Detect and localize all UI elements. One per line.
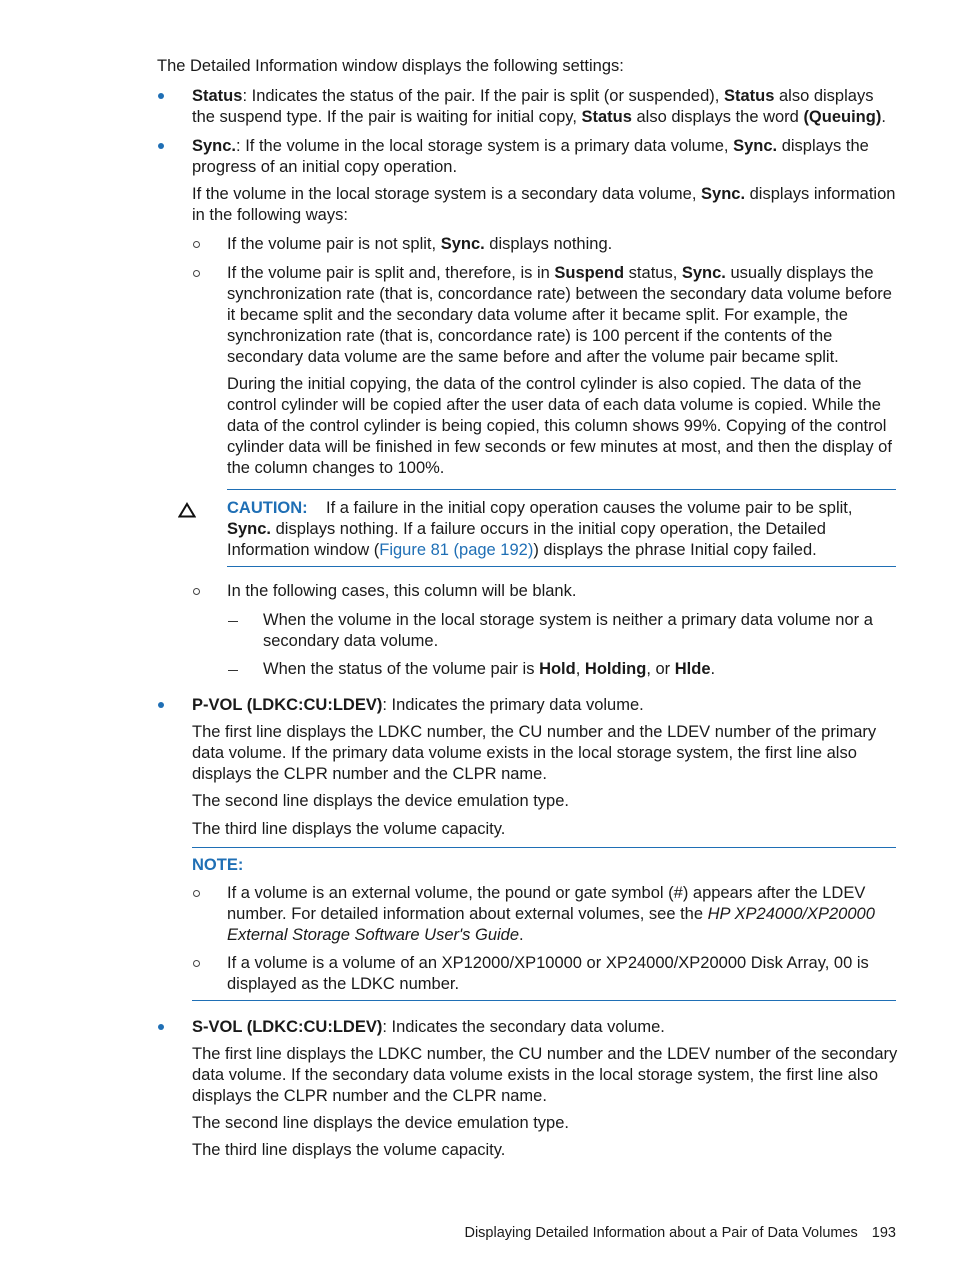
pvol-paragraph-4: The third line displays the volume capacity. <box>192 820 506 838</box>
caution-note: CAUTION: If a failure in the initial copy operation causes the volume pair to be split, Sync. displays nothing. If a failure occurs in the initial copy operation, the Detailed Information window (Figure 81 (page 192)) displays the phrase Initial copy failed. <box>227 499 853 559</box>
footer-title: Displaying Detailed Information about a Pair of Data Volumes <box>464 1225 858 1241</box>
pvol-paragraph-2: The first line displays the LDKC number, the CU number and the LDEV number of the primary data volume. If the primary data volume exists in the local storage system, the first line also displays the CLPR number and the CLPR name. <box>192 723 877 783</box>
sync-paragraph-2: If the volume in the local storage system is a secondary data volume, Sync. displays information in the following ways: <box>192 185 896 224</box>
sync-dash-1: When the volume in the local storage system is neither a primary data volume nor a secondary data volume. <box>263 611 873 650</box>
note-bottom-rule <box>192 1000 896 1001</box>
bullet-dot <box>158 93 164 99</box>
caution-bottom-rule <box>227 566 896 567</box>
sync-sub-1: If the volume pair is not split, Sync. displays nothing. <box>227 235 613 253</box>
sync-dash-2: When the status of the volume pair is Hold, Holding, or Hlde. <box>263 660 716 678</box>
svol-paragraph-2: The first line displays the LDKC number, the CU number and the LDEV number of the secondary data volume. If the secondary data volume exists in the local storage system, the first line also displays the CLPR number and the CLPR name. <box>192 1045 898 1105</box>
pvol-paragraph-3: The second line displays the device emulation type. <box>192 792 569 810</box>
status-item: Status: Indicates the status of the pair. If the pair is split (or suspended), Status also displays the suspend type. If the pair is waiting for initial copy, Status also displays the word (Queuing). <box>192 87 886 126</box>
note-top-rule <box>192 847 896 848</box>
circle-bullet <box>193 270 200 277</box>
svol-item: S-VOL (LDKC:CU:LDEV): Indicates the secondary data volume. <box>192 1018 665 1036</box>
sync-item: Sync.: If the volume in the local storage system is a primary data volume, Sync. displays the progress of an initial copy operation. <box>192 137 869 176</box>
circle-bullet <box>193 890 200 897</box>
bullet-dot <box>158 702 164 708</box>
pvol-item: P-VOL (LDKC:CU:LDEV): Indicates the primary data volume. <box>192 696 644 714</box>
note-item-1: If a volume is an external volume, the pound or gate symbol (#) appears after the LDEV number. For detailed information about external volumes, see the HP XP24000/XP20000 External Storage Software User's Guide. <box>227 884 875 944</box>
dash-bullet <box>228 621 238 622</box>
circle-bullet <box>193 960 200 967</box>
circle-bullet <box>193 241 200 248</box>
svol-paragraph-3: The second line displays the device emulation type. <box>192 1114 569 1132</box>
intro-paragraph: The Detailed Information window displays the following settings: <box>157 57 624 75</box>
sync-sub-2-paragraph: During the initial copying, the data of the control cylinder is also copied. The data of the control cylinder will be copied after the user data of each data volume is copied. While the data of the control cylinder is being copied, this column shows 99%. Copying of the control cylinder data will be finished in few seconds or few minutes at most, and then the display of the column changes to 100%. <box>227 375 892 477</box>
note-item-2: If a volume is a volume of an XP12000/XP10000 or XP24000/XP20000 Disk Array, 00 is displayed as the LDKC number. <box>227 954 869 993</box>
figure-link[interactable]: Figure 81 (page 192) <box>379 541 534 559</box>
warning-triangle-icon <box>178 502 196 518</box>
page-number: 193 <box>871 1225 896 1241</box>
bullet-dot <box>158 143 164 149</box>
sync-sub-3: In the following cases, this column will be blank. <box>227 582 577 600</box>
dash-bullet <box>228 670 238 671</box>
sync-sub-2: If the volume pair is split and, therefore, is in Suspend status, Sync. usually displays the synchronization rate (that is, concordance rate) between the secondary data volume before it became split and the secondary data volume after it became split. For example, the synchronization rate (that is, concordance rate) is 100 percent if the contents of the secondary data volume are the same before and after the volume pair became split. <box>227 264 892 366</box>
note-label: NOTE: <box>192 856 244 874</box>
svol-paragraph-4: The third line displays the volume capacity. <box>192 1141 506 1159</box>
caution-top-rule <box>227 489 896 490</box>
circle-bullet <box>193 588 200 595</box>
page-footer <box>464 1223 896 1244</box>
bullet-dot <box>158 1024 164 1030</box>
